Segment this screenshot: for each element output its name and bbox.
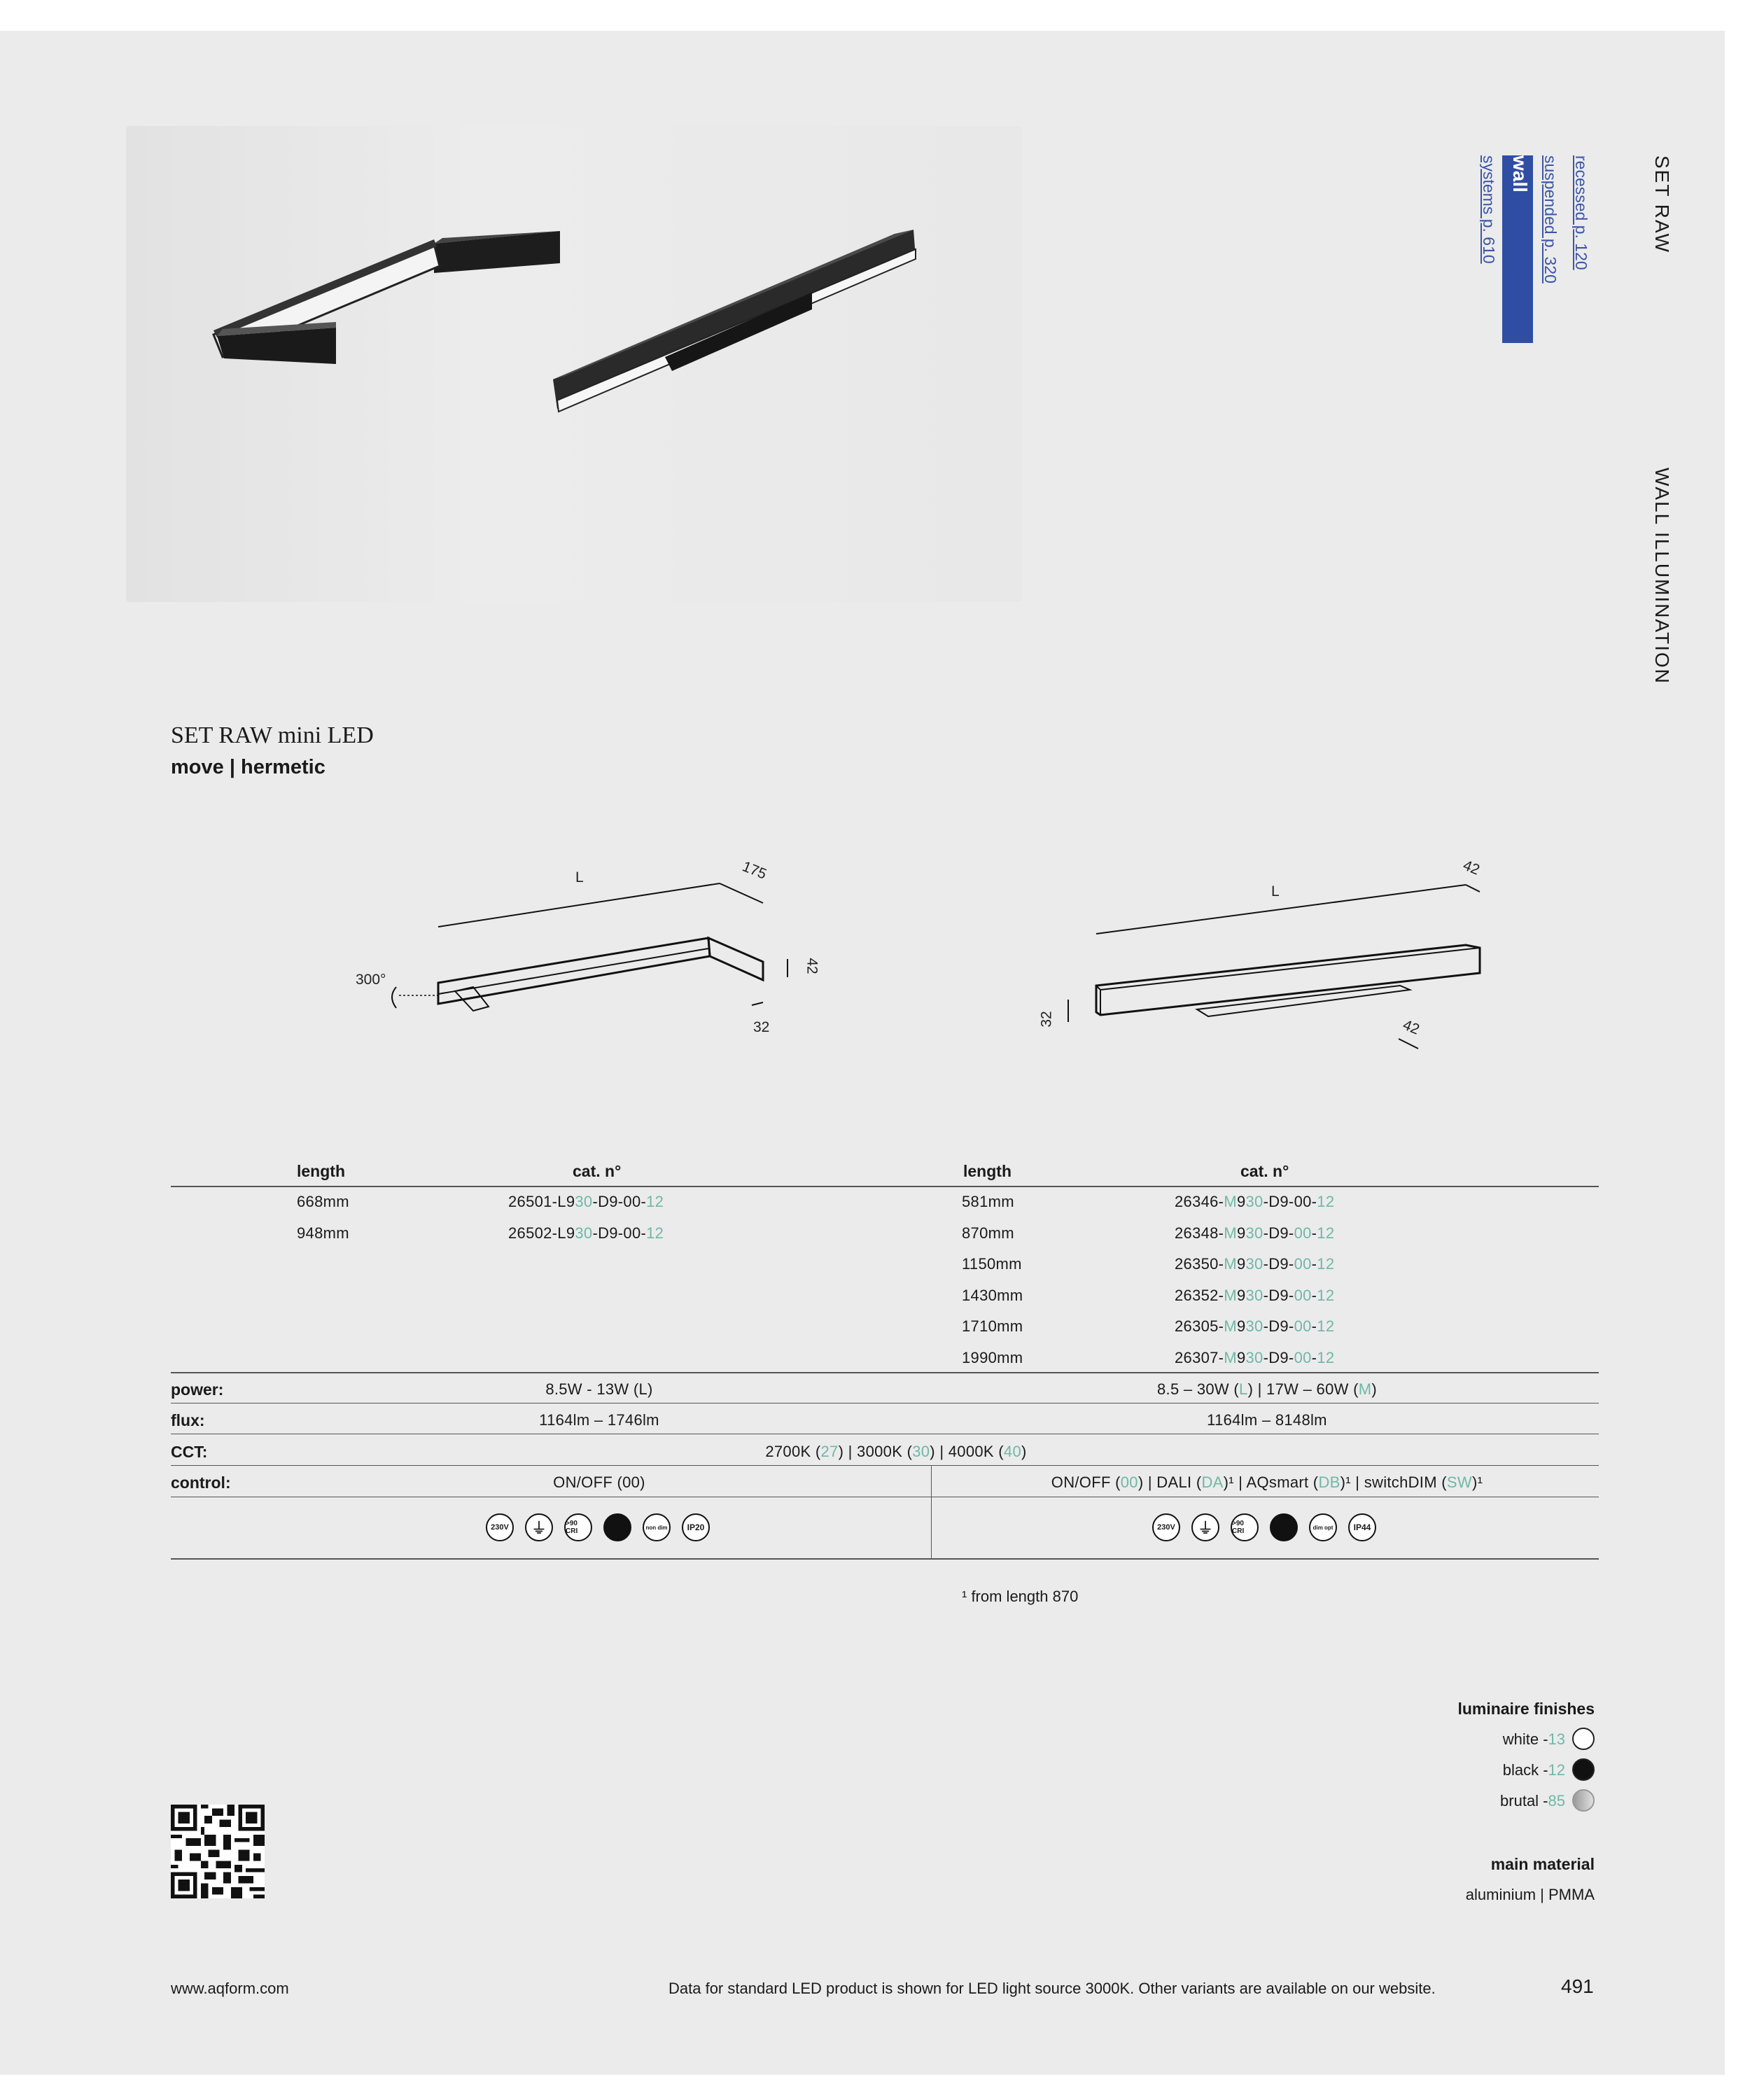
finish-white: white -13: [1502, 1730, 1565, 1748]
series-label: SET RAW: [1651, 155, 1673, 254]
right-row-length: 1430mm: [962, 1287, 1023, 1304]
dim-175: 175: [740, 858, 769, 883]
product-subtitle: move | hermetic: [171, 756, 326, 778]
header-cat-left: cat. n°: [573, 1162, 622, 1180]
right-row-cat: 26346-M930-D9-00-12: [1175, 1193, 1335, 1210]
left-row-2-length: 948mm: [297, 1224, 349, 1242]
tab-recessed[interactable]: recessed p. 120: [1572, 155, 1590, 270]
finish-black: black -12: [1502, 1761, 1565, 1779]
table-header-rule: [171, 1186, 1599, 1187]
left-row-2-cat: 26502-L930-D9-00-12: [508, 1224, 664, 1242]
dim-L-right: L: [1271, 883, 1280, 899]
ground-icon: ⏚: [525, 1513, 553, 1541]
power-left: 8.5W - 13W (L): [545, 1380, 653, 1398]
finishes-title: luminaire finishes: [1457, 1700, 1595, 1718]
right-row-cat: 26348-M930-D9-00-12: [1175, 1224, 1335, 1242]
left-row-1-cat: 26501-L930-D9-00-12: [508, 1193, 664, 1210]
voltage-230v-icon: 230V: [486, 1513, 514, 1541]
dim-32-left: 32: [753, 1019, 770, 1035]
voltage-230v-icon: 230V: [1152, 1513, 1180, 1541]
tab-wall[interactable]: wall: [1509, 155, 1531, 192]
right-row-length: 1710mm: [962, 1317, 1023, 1335]
dim-L-left: L: [575, 869, 584, 886]
dim-32-right: 32: [1038, 1011, 1055, 1028]
header-cat-right: cat. n°: [1240, 1162, 1289, 1180]
right-row-length: 1150mm: [962, 1255, 1022, 1273]
tab-suspended[interactable]: suspended p. 320: [1541, 155, 1560, 284]
dim-42-left: 42: [804, 958, 820, 974]
finish-black-swatch[interactable]: [1572, 1758, 1595, 1781]
cri-icon: >90 CRI: [1231, 1513, 1259, 1541]
dim-42-right-bottom: 42: [1400, 1016, 1422, 1038]
finish-brutal: brutal -85: [1500, 1792, 1565, 1809]
control-label: control:: [171, 1474, 231, 1492]
footer-note: Data for standard LED product is shown for LED light source 3000K. Other variants are available on our website.: [668, 1980, 1436, 1997]
footnote: ¹ from length 870: [962, 1588, 1079, 1605]
right-row-length: 581mm: [962, 1193, 1014, 1210]
ground-icon: ⏚: [1191, 1513, 1219, 1541]
right-row-cat: 26307-M930-D9-00-12: [1175, 1349, 1335, 1366]
product-photo: [126, 126, 1022, 602]
drawing-right: [1050, 840, 1512, 1071]
header-length-left: length: [297, 1162, 345, 1180]
material-title: main material: [1490, 1855, 1595, 1873]
finish-white-swatch[interactable]: [1572, 1728, 1595, 1750]
category-label: WALL ILLUMINATION: [1651, 468, 1673, 685]
control-left: ON/OFF (00): [553, 1474, 645, 1491]
website-link[interactable]: www.aqform.com: [171, 1980, 289, 1997]
power-right: 8.5 – 30W (L) | 17W – 60W (M): [1157, 1380, 1377, 1398]
ip44-icon: IP44: [1348, 1513, 1376, 1541]
control-right: ON/OFF (00) | DALI (DA)¹ | AQsmart (DB)¹ | switchDIM (SW)¹: [1051, 1474, 1483, 1491]
power-label: power:: [171, 1380, 224, 1399]
right-row-length: 1990mm: [962, 1349, 1023, 1366]
right-row-length: 870mm: [962, 1224, 1014, 1242]
cri-icon: >90 CRI: [564, 1513, 592, 1541]
tab-systems[interactable]: systems p. 610: [1480, 155, 1498, 264]
material-value: aluminium | PMMA: [1465, 1886, 1595, 1903]
header-length-right: length: [963, 1162, 1011, 1180]
dim-opt-icon: dim opt: [1309, 1513, 1337, 1541]
rotate-icon: [1270, 1513, 1298, 1541]
finish-brutal-swatch[interactable]: [1572, 1789, 1595, 1812]
left-row-1-length: 668mm: [297, 1193, 349, 1210]
page-number: 491: [1561, 1975, 1594, 1997]
flux-right: 1164lm – 8148lm: [1207, 1411, 1327, 1429]
product-title: SET RAW mini LED: [171, 722, 374, 748]
rotate-icon: [603, 1513, 631, 1541]
cct-label: CCT:: [171, 1443, 208, 1461]
rule-flux-top: [171, 1403, 1599, 1404]
rule-table-bottom: [171, 1558, 1599, 1560]
flux-left: 1164lm – 1746lm: [539, 1411, 659, 1429]
right-row-cat: 26350-M930-D9-00-12: [1175, 1255, 1335, 1273]
right-row-cat: 26305-M930-D9-00-12: [1175, 1317, 1335, 1335]
right-row-cat: 26352-M930-D9-00-12: [1175, 1287, 1335, 1304]
dim-300-angle: 300°: [356, 972, 386, 988]
dim-42-right-top: 42: [1460, 857, 1483, 878]
luminaire-illustration: [126, 126, 1022, 602]
qr-code[interactable]: [171, 1805, 265, 1898]
non-dim-icon: non dim: [643, 1513, 671, 1541]
flux-label: flux:: [171, 1411, 205, 1429]
rule-power-top: [171, 1372, 1599, 1373]
column-divider: [931, 1466, 932, 1558]
rule-control-top: [171, 1465, 1599, 1466]
cct-values: 2700K (27) | 3000K (30) | 4000K (40): [765, 1443, 1027, 1460]
ip20-icon: IP20: [682, 1513, 710, 1541]
